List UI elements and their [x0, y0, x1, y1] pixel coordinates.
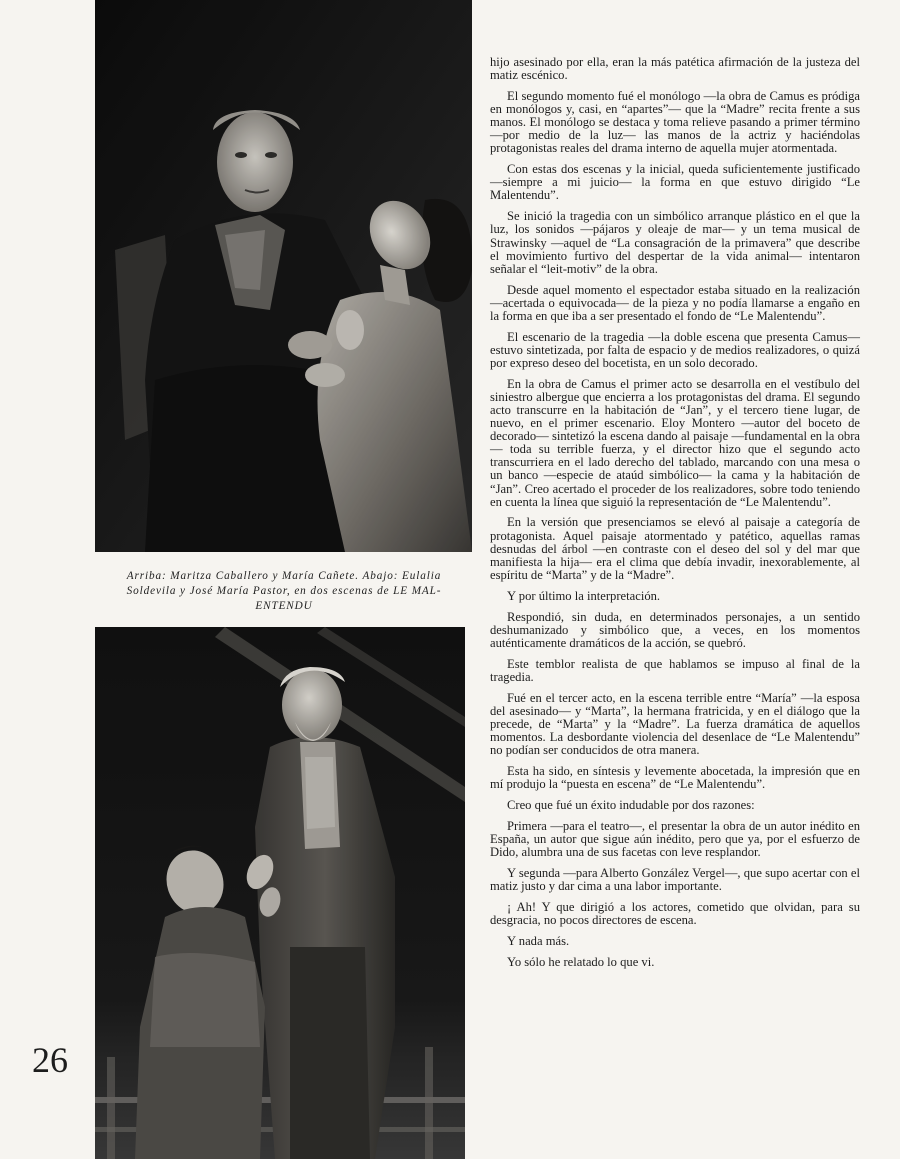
caption-line: ENTENDU	[255, 600, 313, 612]
article-paragraph: Esta ha sido, en síntesis y levemente abocetada, la impresión que en mí produjo la “puesta en escena” de “Le Malentendu”.	[490, 763, 860, 792]
photo-caption	[96, 569, 472, 614]
photo-top-image	[95, 0, 472, 552]
photo-top	[95, 0, 472, 552]
article-paragraph: Y por último la interpretación.	[507, 588, 661, 603]
article-paragraph: Yo sólo he relatado lo que vi.	[507, 954, 655, 969]
article-paragraph: Y segunda —para Alberto González Vergel—, que supo acertar con el matiz justo y dar cima a una labor importante.	[490, 865, 860, 894]
article-paragraph: Fué en el tercer acto, en la escena terrible entre “María” —la esposa del asesinado— y “Marta”, la hermana fratricida, y en el diálogo que la precede, de “Marta” y la “Madre”. La fuerza dramática de aquellos momentos. La desbordante violencia del desenlace de “Le Malentendu” no podían ser conducidos de otra manera.	[490, 690, 860, 758]
article-paragraph: El segundo momento fué el monólogo —la obra de Camus es pródiga en monólogos y, casi, en “apartes”— que la “Madre” recita frente a sus manos. El monólogo se destaca y toma relieve pasando a primer término —por medio de la luz— las manos de la actriz y haciéndolas protagonistas reales del drama interno de aquella mujer atormentada.	[490, 88, 860, 156]
page-number: 26	[32, 1040, 68, 1080]
photo-bottom	[95, 627, 465, 1159]
article-body	[490, 56, 860, 977]
article-paragraph: El escenario de la tragedia —la doble escena que presenta Camus— estuvo sintetizada, por falta de espacio y de medios realizadores, o quizá por expreso deseo del bocetista, en un solo decorado.	[490, 329, 860, 370]
photo-bottom-image	[95, 627, 465, 1159]
caption-line: Arriba: Maritza Caballero y María Cañete. Abajo: Eulalia	[126, 570, 442, 582]
article-paragraph: En la versión que presenciamos se elevó al paisaje a categoría de protagonista. Aquel paisaje atormentado y patético, aquellas ramas desnudas del árbol —en contraste con el deseo del sol y del mar que manifiesta la hija— era el clima que debía invadir, inexorablemente, al espíritu de “Marta” y de la “Madre”.	[490, 515, 860, 582]
article-paragraph: Este temblor realista de que hablamos se impuso al final de la tragedia.	[490, 656, 860, 684]
article-paragraph: Creo que fué un éxito indudable por dos razones:	[507, 797, 755, 812]
article-paragraph: hijo asesinado por ella, eran la más patética afirmación de la justeza del matiz escénico.	[490, 55, 860, 83]
article-paragraph: ¡ Ah! Y que dirigió a los actores, cometido que olvidan, para su desgracia, no pocos directores de escena.	[490, 899, 860, 927]
caption-line: Soldevila y José María Pastor, en dos escenas de LE MAL-	[126, 585, 442, 597]
article-paragraph: Respondió, sin duda, en determinados personajes, a un sentido deshumanizado y simbólico que, a veces, en los momentos auténticamente dramáticos de la acción, se quebró.	[490, 609, 860, 650]
article-paragraph: En la obra de Camus el primer acto se desarrolla en el vestíbulo del siniestro albergue que encierra a los protagonistas del drama. El segundo acto transcurre en la habitación de “Jan”, y el tercero tiene lugar, de nuevo, en el primer escenario. Eloy Montero —autor del boceto de decorado— sintetizó la escena dando al paisaje —fundamental en la obra— toda su terrible fuerza, y el director hizo que el segundo acto transcurriera en el lado derecho del tablado, marcando con una mesa o un banco —especie de ataúd simbólico— la cama y la habitación de “Jan”. Creo acertado el proceder de los realizadores, sobre todo teniendo en cuenta la línea que siguió la representación de “Le Malentendu”.	[490, 376, 860, 509]
article-paragraph: Primera —para el teatro—, el presentar la obra de un autor inédito en España, un autor que sigue aún inédito, pero que ya, por el esfuerzo de Dido, alumbra una de sus facetas con leve resplandor.	[490, 818, 860, 860]
article-paragraph: Con estas dos escenas y la inicial, queda suficientemente justificado —siempre a mi juicio— la forma en que estuvo dirigido “Le Malentendu”.	[490, 162, 860, 203]
article-paragraph: Y nada más.	[507, 933, 570, 948]
article-paragraph: Se inició la tragedia con un simbólico arranque plástico en el que la luz, los sonidos —pájaros y oleaje de mar— y un tema musical de Strawinsky —aquel de “La consagración de la primavera” que describe el movimiento furtivo del despertar de la vida animal— intentaron señalar el “leit-motiv” de la obra.	[490, 209, 860, 276]
article-paragraph: Desde aquel momento el espectador estaba situado en la realización —acertada o equivocada— de la pieza y no podía llamarse a engaño en la forma en que iba a ser presentado el fondo de “Le Malentendu”.	[490, 282, 860, 323]
